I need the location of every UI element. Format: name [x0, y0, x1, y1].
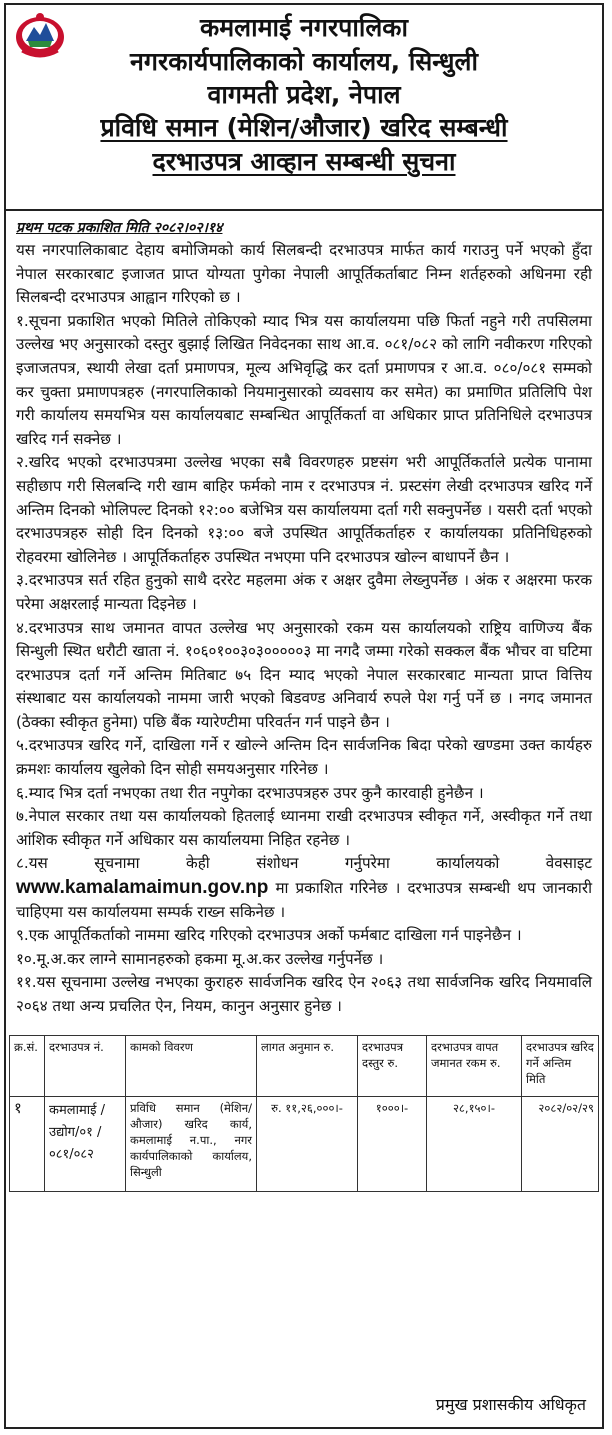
condition-2: २.खरिद भएको दरभाउपत्रमा उल्लेख भएका सबै विवरणहरु प्रष्टसंग भरी आपूर्तिकर्ताले प्रत्येक पानामा सहीछाप गरी सिलबन्दि गरी खाम बाहिर फर्मको नाम र दरभाउपत्र नं. प्रस्टसंग लेखी दरभाउपत्र खरिद गर्ने अन्तिम दिनको भोलिपल्ट दिनको १२:०० बजेभित्र यस कार्यालयमा दर्ता गरी सक्नुपर्नेछ । यसरी दर्ता भएको दरभाउपत्रहरु सोही दिन दिनको १३:०० बजे उपस्थित आपूर्तिकर्ताहरु र कार्यालयका प्रतिनिधिहरुको रोहवरमा खोलिनेछ । आपूर्तिकर्ताहरु उपस्थित नभएमा पनि दरभाउपत्र खोल्न बाधापर्ने छैन ।	[16, 453, 592, 566]
office-name: नगरकार्यपालिकाको कार्यालय, सिन्धुली	[130, 47, 478, 76]
table-header-row	[10, 1035, 599, 1096]
intro-paragraph: यस नगरपालिकाबाट देहाय बमोजिमको कार्य सिलबन्दी दरभाउपत्र मार्फत कार्य गराउनु पर्ने भएको हुँदा नेपाल सरकारबाट इजाजत प्राप्त योग्यता पुगेका नेपाली आपूर्तिकर्ताबाट निम्न शर्तहरुको अधिनमा रही सिलबन्दी दरभाउपत्र आह्वान गरिएको छ ।	[16, 241, 592, 307]
notice-page	[4, 3, 604, 1429]
bid-details-table	[9, 1035, 599, 1192]
condition-6: ६.म्याद भित्र दर्ता नभएका तथा रीत नपुगेका दरभाउपत्रहरु उपर कुनै कारवाही हुनेछैन ।	[16, 783, 484, 802]
cell-last-date: २०८२/०२/२९	[522, 1096, 599, 1191]
col-last-date: दरभाउपत्र खरिद गर्ने अन्तिम मिति	[522, 1035, 599, 1096]
signatory-title: प्रमुख प्रशासकीय अधिकृत	[435, 1395, 586, 1414]
col-description: कामको विवरण	[126, 1035, 257, 1096]
col-cost-estimate: लागत अनुमान रु.	[257, 1035, 358, 1096]
notice-body	[6, 211, 602, 1019]
condition-9: ९.एक आपूर्तिकर्ताको नाममा खरिद गरिएको दरभाउपत्र अर्को फर्मबाट दाखिला गर्न पाइनेछैन ।	[16, 926, 522, 945]
table-row	[10, 1096, 599, 1191]
cell-description: प्रविधि समान (मेशिन/औजार) खरिद कार्य, कमलामाई न.पा., नगर कार्यपालिकाको कार्यालय, सिन्धुली	[126, 1096, 257, 1191]
condition-11: ११.यस सूचनामा उल्लेख नभएका कुराहरु सार्वजनिक खरिद ऐन २०६३ तथा सार्वजनिक खरिद नियमावलि २०६४ तथा अन्य प्रचलित ऐन, नियम, कानुन अनुसार हुनेछ ।	[16, 973, 592, 1015]
cell-bid-number: कमलामाई /उद्योग/०१ /०८१/०८२	[45, 1096, 126, 1191]
municipality-name: कमलामाई नगरपालिका	[200, 13, 408, 42]
col-fee: दरभाउपत्र दस्तुर रु.	[358, 1035, 427, 1096]
condition-8	[16, 852, 592, 924]
condition-7: ७.नेपाल सरकार तथा यस कार्यालयको हितलाई ध्यानमा राखी दरभाउपत्र स्वीकृत गर्ने, अस्वीकृत गर्ने तथा आंशिक स्वीकृत गर्ने अधिकार यस कार्यालयमा निहित रहनेछ ।	[16, 807, 592, 849]
col-serial: क्र.सं.	[10, 1035, 45, 1096]
nepal-emblem-icon	[14, 11, 66, 59]
condition-8-text-after: मा प्रकाशित गरिनेछ । दरभाउपत्र सम्बन्धी थप जानकारी चाहिएमा यस कार्यालयमा सम्पर्क राख्न सकिनेछ ।	[16, 879, 593, 921]
website-link[interactable]: www.kamalamaimun.gov.np	[16, 877, 269, 899]
notice-header	[6, 5, 602, 205]
col-bid-security: दरभाउपत्र वापत जमानत रकम रु.	[427, 1035, 522, 1096]
cell-serial: १	[10, 1096, 45, 1191]
condition-10: १०.मू.अ.कर लाग्ने सामानहरुको हकमा मू.अ.कर उल्लेख गर्नुपर्नेछ ।	[16, 949, 384, 968]
condition-4: ४.दरभाउपत्र साथ जमानत वापत उल्लेख भए अनुसारको रकम यस कार्यालयको राष्ट्रिय वाणिज्य बैंक सिन्धुली स्थित धरौटी खाता नं. १०६०१००३०३०००००३ मा नगदै जम्मा गरेको सक्कल बैंक भौचर वा घटिमा दरभाउपत्र दर्ता गर्ने अन्तिम मितिबाट ७५ दिन म्याद भएको नेपाल सरकारबाट मान्यता प्राप्त वित्तिय संस्थाबाट यस कार्यालयको नाममा जारी भएको बिडवण्ड अनिवार्य रुपले पेश गर्नु पर्ने छ । नगद जमानत (ठेक्का स्वीकृत हुनेमा) पछि बैंक ग्यारेण्टीमा परिवर्तन गर्न पाइने छैन ।	[16, 618, 592, 731]
condition-8-text: ८.यस सूचनामा केही संशोधन गर्नुपरेमा कार्यालयको वेवसाइट	[16, 854, 592, 873]
cell-bid-security: २८,१५०।-	[427, 1096, 522, 1191]
condition-1: १.सूचना प्रकाशित भएको मितिले तोकिएको म्याद भित्र यस कार्यालयमा पछि फिर्ता नहुने गरी तपसिलमा उल्लेख भए अनुसारको दस्तुर बुझाई लिखित निवेदनका साथ आ.व. ०८१/०८२ को लागि नवीकरण गरिएको इजाजतपत्र, स्थायी लेखा दर्ता प्रमाणपत्र, मूल्य अभिवृद्धि कर दर्ता प्रमाणपत्र र आ.व. ०८०/०८१ सम्मको कर चुक्ता प्रमाणपत्रहरु (नगरपालिकाको नियमानुसारको व्यवसाय कर समेत) का प्रमाणित प्रतिलिपि पेश गरी कार्यालय समयभित्र यस कार्यालयबाट सम्बन्धित आपूर्तिकर्ता वा अधिकार प्राप्त प्रतिनिधिले दरभाउपत्र खरिद गर्न सक्नेछ ।	[16, 311, 592, 448]
col-bid-number: दरभाउपत्र नं.	[45, 1035, 126, 1096]
cell-cost-estimate: रु. ११,२६,०००।-	[257, 1096, 358, 1191]
published-date: प्रथम पटक प्रकाशित मिति २०८२।०२।१४	[16, 220, 223, 236]
notice-title: दरभाउपत्र आव्हान सम्बन्धी सुचना	[152, 147, 456, 176]
province-name: वागमती प्रदेश, नेपाल	[207, 80, 401, 109]
condition-3: ३.दरभाउपत्र सर्त रहित हुनुको साथै दररेट महलमा अंक र अक्षर दुवैमा लेख्नुपर्नेछ । अंक र अक्षरमा फरक परेमा अक्षरलाई मान्यता दिइनेछ ।	[16, 571, 592, 613]
notice-subject: प्रविधि समान (मेशिन/औजार) खरिद सम्बन्धी	[100, 113, 508, 142]
cell-fee: १०००।-	[358, 1096, 427, 1191]
condition-5: ५.दरभाउपत्र खरिद गर्ने, दाखिला गर्ने र खोल्ने अन्तिम दिन सार्वजनिक बिदा परेको खण्डमा उक्त कार्यहरु क्रमशः कार्यालय खुलेको दिन सोही समयअनुसार गरिनेछ ।	[16, 736, 592, 779]
